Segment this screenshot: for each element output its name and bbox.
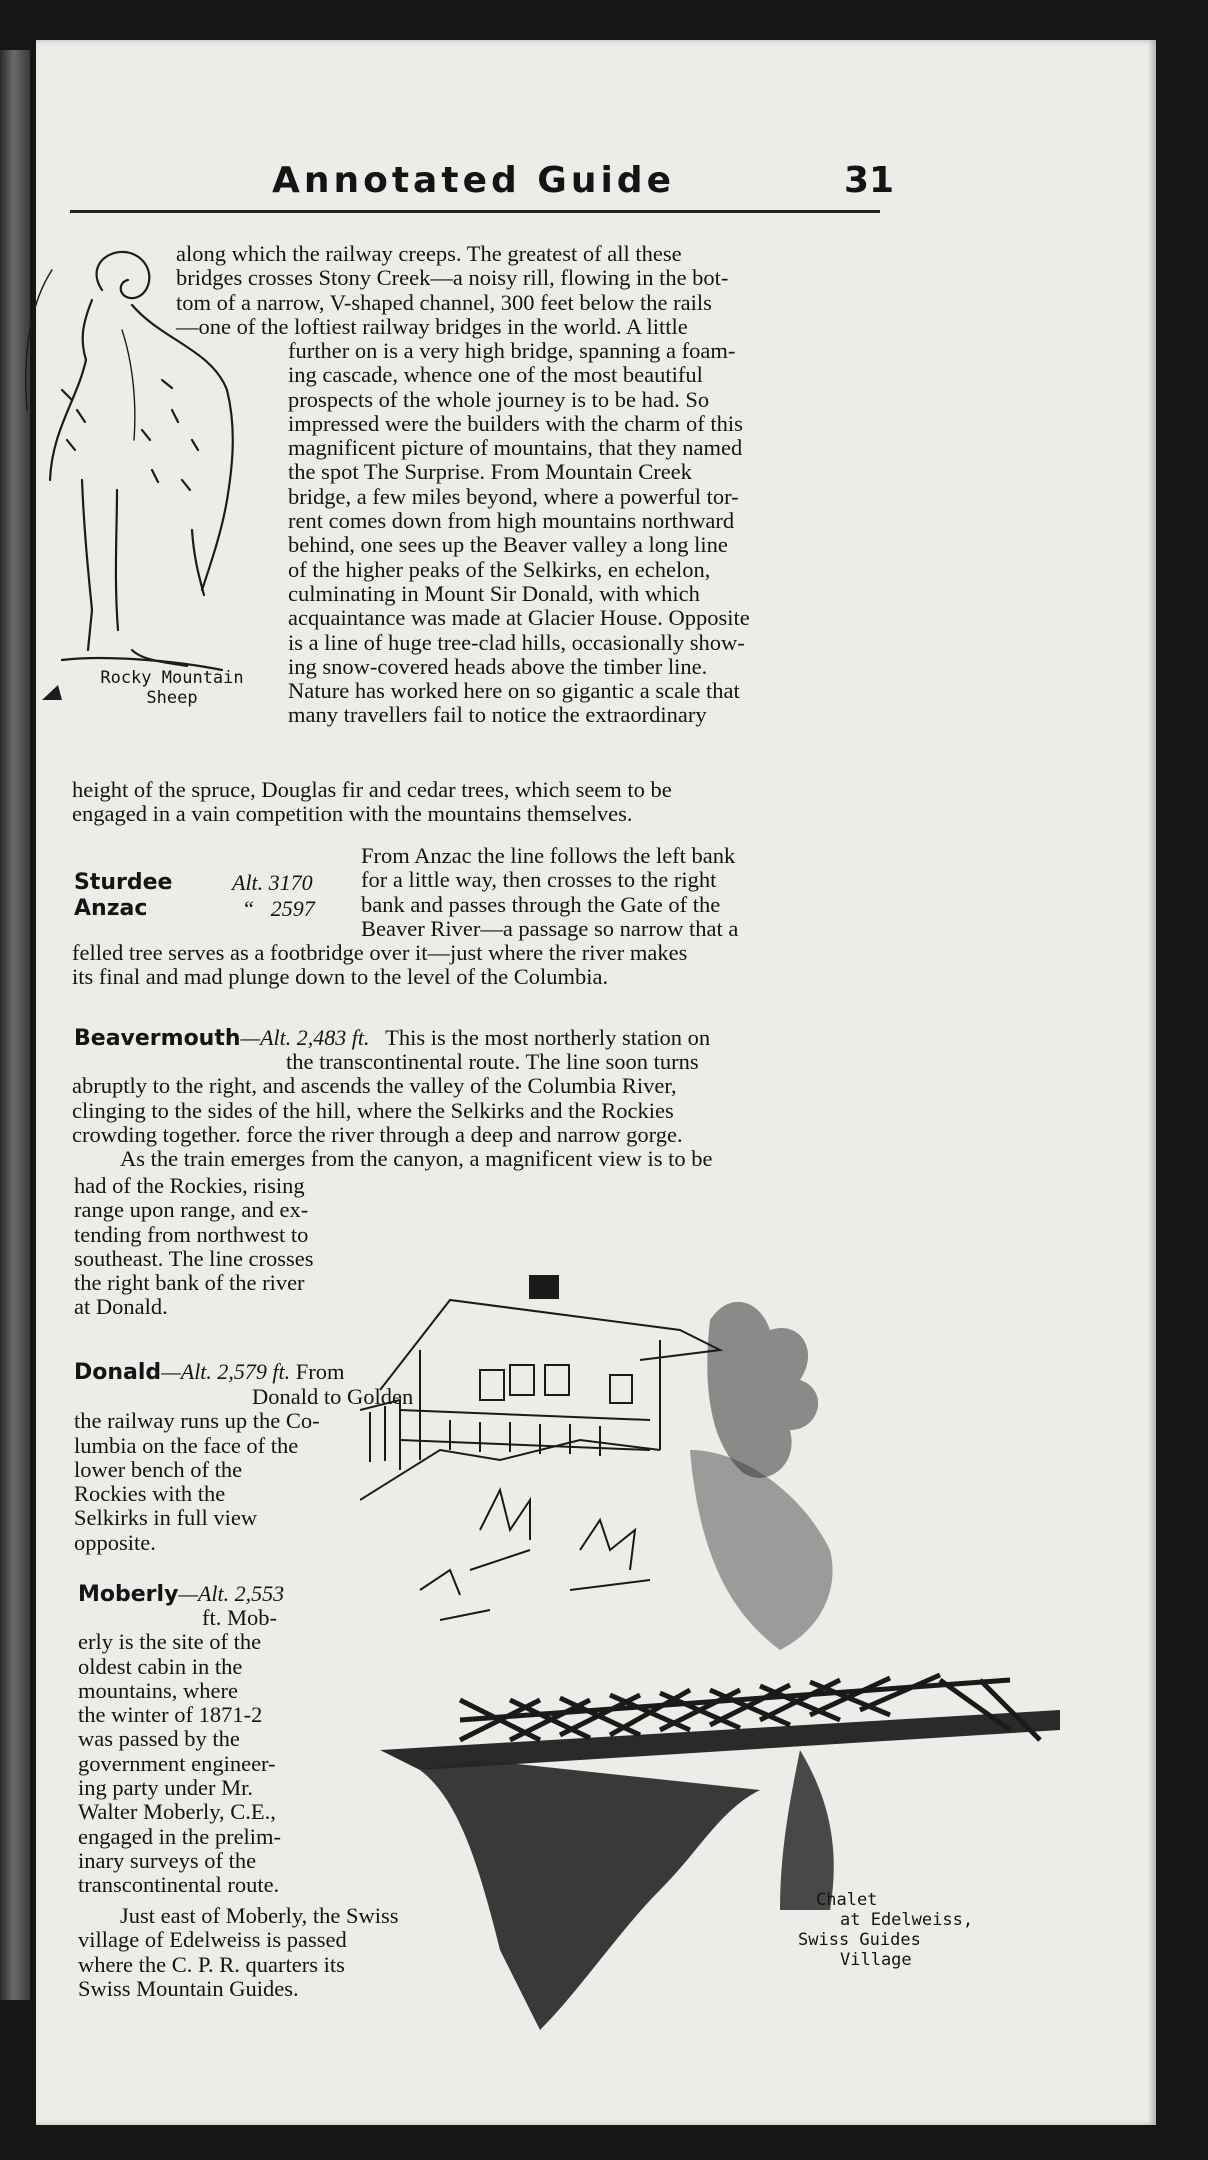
station-anzac-name: Anzac	[74, 896, 148, 921]
text-line: for a little way, then crosses to the right	[361, 867, 717, 893]
text-line: engaged in the prelim-	[78, 1823, 282, 1849]
text-line: is a line of huge tree-clad hills, occasionally show-	[288, 629, 745, 655]
text-line: village of Edelweiss is passed	[78, 1927, 347, 1953]
sheep-caption-line1: Rocky Mountain	[100, 668, 244, 688]
text-line: prospects of the whole journey is to be had. So	[288, 386, 710, 412]
text-line: crowding together. force the river through a deep and narrow gorge.	[72, 1121, 683, 1147]
paragraph-trees	[72, 778, 878, 827]
text-line	[74, 1360, 404, 1385]
text-line: the railway runs up the Co-	[74, 1408, 320, 1434]
text-line: transcontinental route.	[78, 1872, 280, 1898]
text-line: culminating in Mount Sir Donald, with which	[288, 580, 700, 606]
station-donald-alt: —Alt. 2,579 ft.	[161, 1359, 291, 1384]
text-line: felled tree serves as a footbridge over it—just where the river makes	[72, 940, 688, 965]
page-number: 31	[844, 160, 895, 201]
text-line: the right bank of the river	[74, 1270, 305, 1296]
text-line: Swiss Mountain Guides.	[78, 1975, 299, 2001]
station-beavermouth-alt: —Alt. 2,483 ft.	[240, 1025, 370, 1050]
text-line: along which the railway creeps. The greatest of all these	[176, 241, 682, 266]
text-line: Donald to Golden	[252, 1384, 414, 1409]
text-line: southeast. The line crosses	[74, 1245, 314, 1271]
header-rule	[70, 210, 880, 213]
text-line: Walter Moberly, C.E.,	[78, 1799, 276, 1825]
paragraph-beavermouth-first	[74, 1026, 880, 1051]
paragraph-moberly-first	[78, 1582, 378, 1607]
text-line: further on is a very high bridge, spanning a foam-	[288, 338, 736, 363]
text-line: clinging to the sides of the hill, where the Selkirks and the Rockies	[72, 1097, 674, 1123]
text-line: where the C. P. R. quarters its	[78, 1951, 345, 1977]
paragraph-stony-creek	[176, 242, 876, 339]
beavermouth-text: This is the most northerly station on	[385, 1025, 711, 1050]
text-line: Selkirks in full view	[74, 1505, 258, 1531]
paragraph-donald-first	[74, 1360, 404, 1385]
text-line: lumbia on the face of the	[74, 1432, 299, 1458]
text-line: —one of the loftiest railway bridges in the world. A little	[176, 313, 688, 339]
text-line: range upon range, and ex-	[74, 1197, 309, 1223]
station-sturdee-name: Sturdee	[74, 870, 173, 895]
chalet-caption-line2: at Edelweiss,	[840, 1910, 974, 1930]
station-beavermouth-name: Beavermouth	[74, 1026, 241, 1051]
sheep-caption-line2: Sheep	[146, 688, 198, 708]
text-line: magnificent picture of mountains, that they named	[288, 435, 743, 461]
sheep-caption	[72, 668, 272, 708]
text-line	[74, 1026, 880, 1051]
text-line: at Donald.	[74, 1294, 168, 1320]
text-line: abruptly to the right, and ascends the valley of the Columbia River,	[72, 1073, 677, 1099]
text-line: height of the spruce, Douglas fir and cedar trees, which seem to be	[72, 777, 672, 802]
text-line: ing snow-covered heads above the timber line.	[288, 653, 708, 679]
donald-text: From	[295, 1359, 345, 1384]
chalet-caption	[774, 1890, 1074, 1970]
text-line: many travellers fail to notice the extraordinary	[288, 702, 707, 728]
paragraph-surprise	[288, 339, 878, 728]
station-moberly-name: Moberly	[78, 1582, 179, 1607]
text-line: the transcontinental route. The line soon turns	[286, 1049, 699, 1074]
paragraph-donald	[74, 1384, 414, 1555]
station-moberly-alt: —Alt. 2,553	[178, 1581, 285, 1606]
chalet-caption-line4: Village	[840, 1950, 912, 1970]
text-line: inary surveys of the	[78, 1847, 257, 1873]
text-line: impressed were the builders with the charm of this	[288, 410, 743, 436]
text-line: ing party under Mr.	[78, 1775, 253, 1801]
station-anzac-alt: “ 2597	[242, 896, 315, 921]
text-line: tom of a narrow, V-shaped channel, 300 feet below the rails	[176, 289, 712, 315]
text-line: rent comes down from high mountains northward	[288, 508, 735, 534]
text-line: ing cascade, whence one of the most beautiful	[288, 362, 703, 388]
text-line: bridges crosses Stony Creek—a noisy rill, flowing in the bot-	[176, 265, 729, 291]
text-line: From Anzac the line follows the left bank	[361, 843, 736, 868]
paragraph-anzac-cont	[72, 941, 878, 990]
text-line: the spot The Surprise. From Mountain Creek	[288, 459, 692, 485]
text-line: tending from northwest to	[74, 1221, 309, 1247]
chalet-caption-line1: Chalet	[816, 1890, 878, 1910]
text-line: Just east of Moberly, the Swiss	[120, 1903, 399, 1928]
chalet-caption-line3: Swiss Guides	[798, 1930, 921, 1950]
station-sturdee-alt: Alt. 3170	[232, 870, 313, 895]
text-line: ft. Mob-	[202, 1605, 277, 1630]
paragraph-anzac	[361, 844, 879, 941]
text-line: government engineer-	[78, 1750, 276, 1776]
text-line: mountains, where	[78, 1677, 238, 1703]
text-line: was passed by the	[78, 1726, 240, 1752]
text-line: As the train emerges from the canyon, a magnificent view is to be	[120, 1146, 713, 1172]
text-line: bridge, a few miles beyond, where a powerful tor-	[288, 483, 739, 509]
text-line: its final and mad plunge down to the level of the Columbia.	[72, 964, 609, 990]
text-line: of the higher peaks of the Selkirks, en echelon,	[288, 556, 711, 582]
text-line: the winter of 1871-2	[78, 1702, 263, 1728]
paragraph-rockies	[74, 1174, 394, 1320]
book-page	[36, 40, 1156, 2125]
paragraph-moberly	[78, 1606, 324, 1898]
station-donald-name: Donald	[74, 1360, 162, 1385]
text-line	[78, 1582, 378, 1607]
text-line: Beaver River—a passage so narrow that a	[361, 915, 739, 941]
text-line: lower bench of the	[74, 1456, 243, 1482]
text-line: erly is the site of the	[78, 1629, 262, 1655]
text-line: Nature has worked here on so gigantic a scale that	[288, 678, 740, 704]
text-line: Rockies with the	[74, 1481, 226, 1507]
text-line: had of the Rockies, rising	[74, 1173, 305, 1198]
text-line: opposite.	[74, 1529, 156, 1555]
text-line: bank and passes through the Gate of the	[361, 891, 721, 917]
text-line: engaged in a vain competition with the mountains themselves.	[72, 801, 633, 827]
text-line: oldest cabin in the	[78, 1653, 243, 1679]
text-line: behind, one sees up the Beaver valley a long line	[288, 532, 728, 558]
running-header-title: Annotated Guide	[272, 160, 675, 201]
text-line: acquaintance was made at Glacier House. Opposite	[288, 605, 750, 631]
